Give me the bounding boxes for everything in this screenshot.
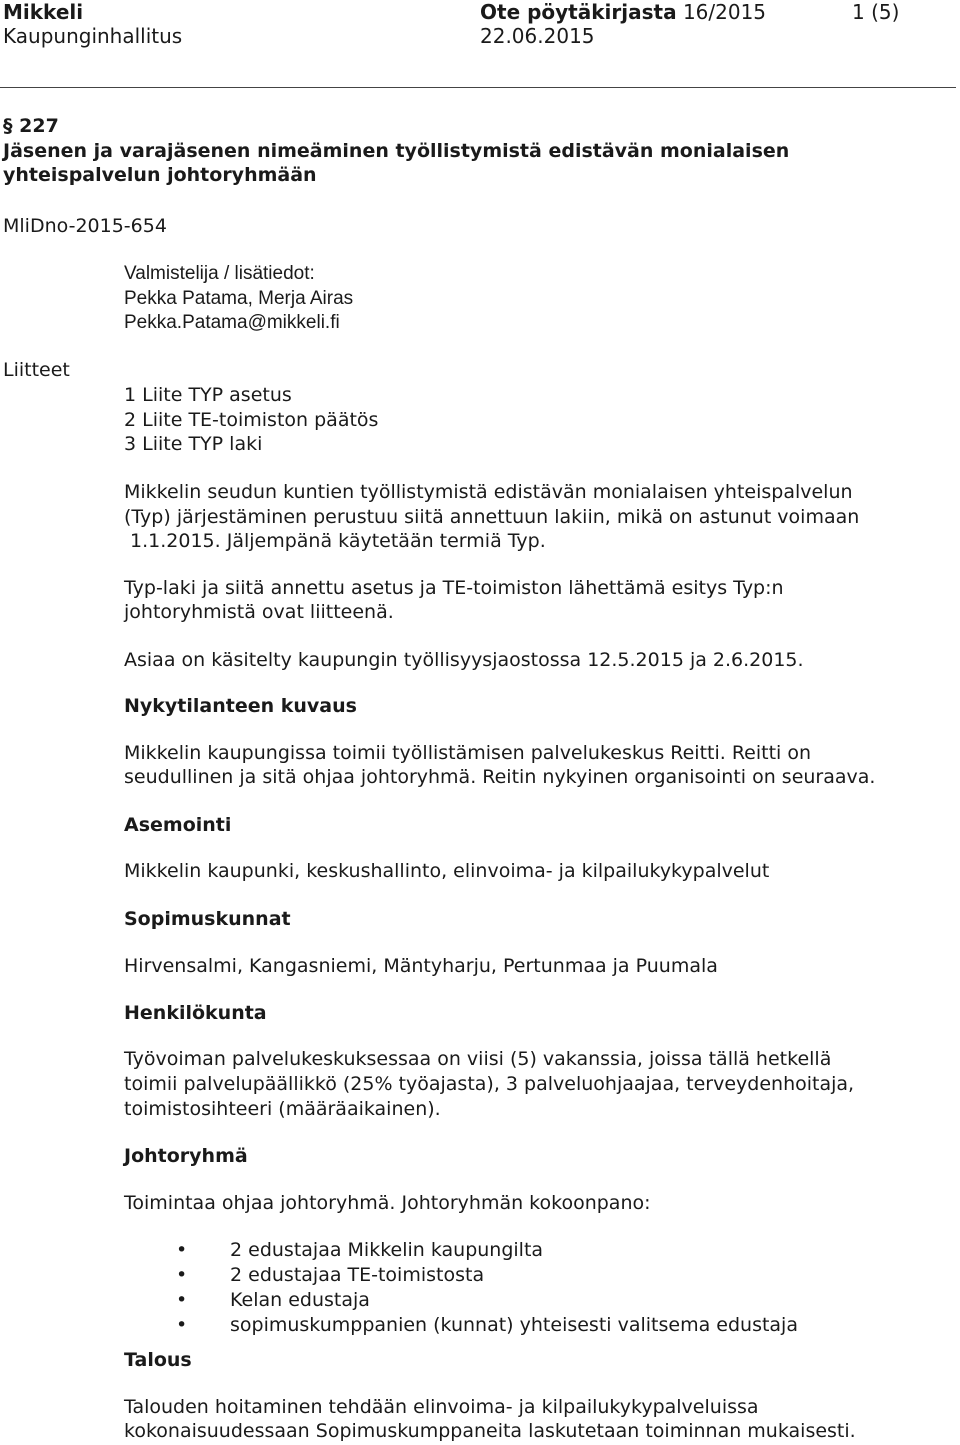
header-divider bbox=[0, 87, 956, 88]
paragraph-line: Talouden hoitaminen tehdään elinvoima- ja kilpailukykypalveluissa bbox=[124, 1396, 759, 1418]
paragraph-line: Mikkelin seudun kuntien työllistymistä edistävän monialaisen yhteispalvelun bbox=[124, 481, 853, 503]
section-title-line1: Jäsenen ja varajäsenen nimeäminen työllistymistä edistävän monialaisen bbox=[3, 140, 790, 162]
paragraph-line: Hirvensalmi, Kangasniemi, Mäntyharju, Pertunmaa ja Puumala bbox=[124, 955, 718, 977]
list-item: 2 edustajaa TE-toimistosta bbox=[230, 1264, 485, 1286]
meeting-date: 22.06.2015 bbox=[480, 24, 595, 48]
bullet-marker: • bbox=[176, 1289, 188, 1311]
subheading-henkilokunta: Henkilökunta bbox=[124, 1002, 267, 1024]
bullet-marker: • bbox=[176, 1264, 188, 1286]
paragraph-line: toimii palvelupäällikkö (25% työajasta), 3 palveluohjaajaa, terveydenhoitaja, bbox=[124, 1073, 855, 1095]
subheading-johtoryhma: Johtoryhmä bbox=[124, 1145, 248, 1167]
section-number-value: 227 bbox=[19, 115, 59, 137]
paragraph-line: (Typ) järjestäminen perustuu siitä annettuun lakiin, mikä on astunut voimaan bbox=[124, 506, 860, 528]
bullet-marker: • bbox=[176, 1314, 188, 1336]
attachment-item: 1 Liite TYP asetus bbox=[124, 384, 292, 406]
preparer-label: Valmistelija / lisätiedot: bbox=[124, 263, 315, 284]
paragraph-line: Työvoiman palvelukeskuksessaa on viisi (5) vakanssia, joissa tällä hetkellä bbox=[124, 1048, 832, 1070]
attachments-label: Liitteet bbox=[3, 359, 70, 381]
paragraph-line: johtoryhmistä ovat liitteenä. bbox=[124, 601, 394, 623]
section-number bbox=[3, 114, 59, 139]
preparer-names: Pekka Patama, Merja Airas bbox=[124, 288, 354, 309]
paragraph-line: toimistosihteeri (määräaikainen). bbox=[124, 1098, 441, 1120]
paragraph-line: Mikkelin kaupunki, keskushallinto, elinvoima- ja kilpailukykypalvelut bbox=[124, 860, 770, 882]
body-name: Kaupunginhallitus bbox=[3, 24, 183, 48]
paragraph-line: kokonaisuudessaan Sopimuskumppaneita laskutetaan toiminnan mukaisesti. bbox=[124, 1420, 856, 1442]
doc-title: Ote pöytäkirjasta bbox=[480, 0, 677, 24]
list-item: Kelan edustaja bbox=[230, 1289, 370, 1311]
paragraph-line: seudullinen ja sitä ohjaa johtoryhmä. Reitin nykyinen organisointi on seuraava. bbox=[124, 766, 876, 788]
list-item: 2 edustajaa Mikkelin kaupungilta bbox=[230, 1239, 544, 1261]
paragraph-line: Toimintaa ohjaa johtoryhmä. Johtoryhmän kokoonpano: bbox=[124, 1192, 651, 1214]
doc-title-line bbox=[480, 0, 766, 24]
preparer-email: Pekka.Patama@mikkeli.fi bbox=[124, 312, 340, 333]
diary-number: MliDno-2015-654 bbox=[3, 215, 167, 237]
section-title-line2: yhteispalvelun johtoryhmään bbox=[3, 164, 317, 186]
subheading-asemointi: Asemointi bbox=[124, 814, 232, 836]
attachment-item: 3 Liite TYP laki bbox=[124, 433, 263, 455]
paragraph-line: Typ-laki ja siitä annettu asetus ja TE-toimiston lähettämä esitys Typ:n bbox=[124, 577, 784, 599]
page-number: 1 (5) bbox=[852, 0, 900, 24]
list-item: sopimuskumppanien (kunnat) yhteisesti valitsema edustaja bbox=[230, 1314, 798, 1336]
paragraph-line: Mikkelin kaupungissa toimii työllistämisen palvelukeskus Reitti. Reitti on bbox=[124, 742, 812, 764]
attachment-item: 2 Liite TE-toimiston päätös bbox=[124, 409, 379, 431]
subheading-nykytila: Nykytilanteen kuvaus bbox=[124, 695, 357, 717]
section-symbol: § bbox=[3, 115, 13, 137]
paragraph-line: 1.1.2015. Jäljempänä käytetään termiä Typ. bbox=[124, 530, 546, 552]
paragraph-line: Asiaa on käsitelty kaupungin työllisyysjaostossa 12.5.2015 ja 2.6.2015. bbox=[124, 649, 804, 671]
doc-number: 16/2015 bbox=[682, 0, 767, 24]
subheading-sopimuskunnat: Sopimuskunnat bbox=[124, 908, 291, 930]
subheading-talous: Talous bbox=[124, 1349, 192, 1371]
org-name: Mikkeli bbox=[3, 0, 84, 24]
bullet-marker: • bbox=[176, 1239, 188, 1261]
